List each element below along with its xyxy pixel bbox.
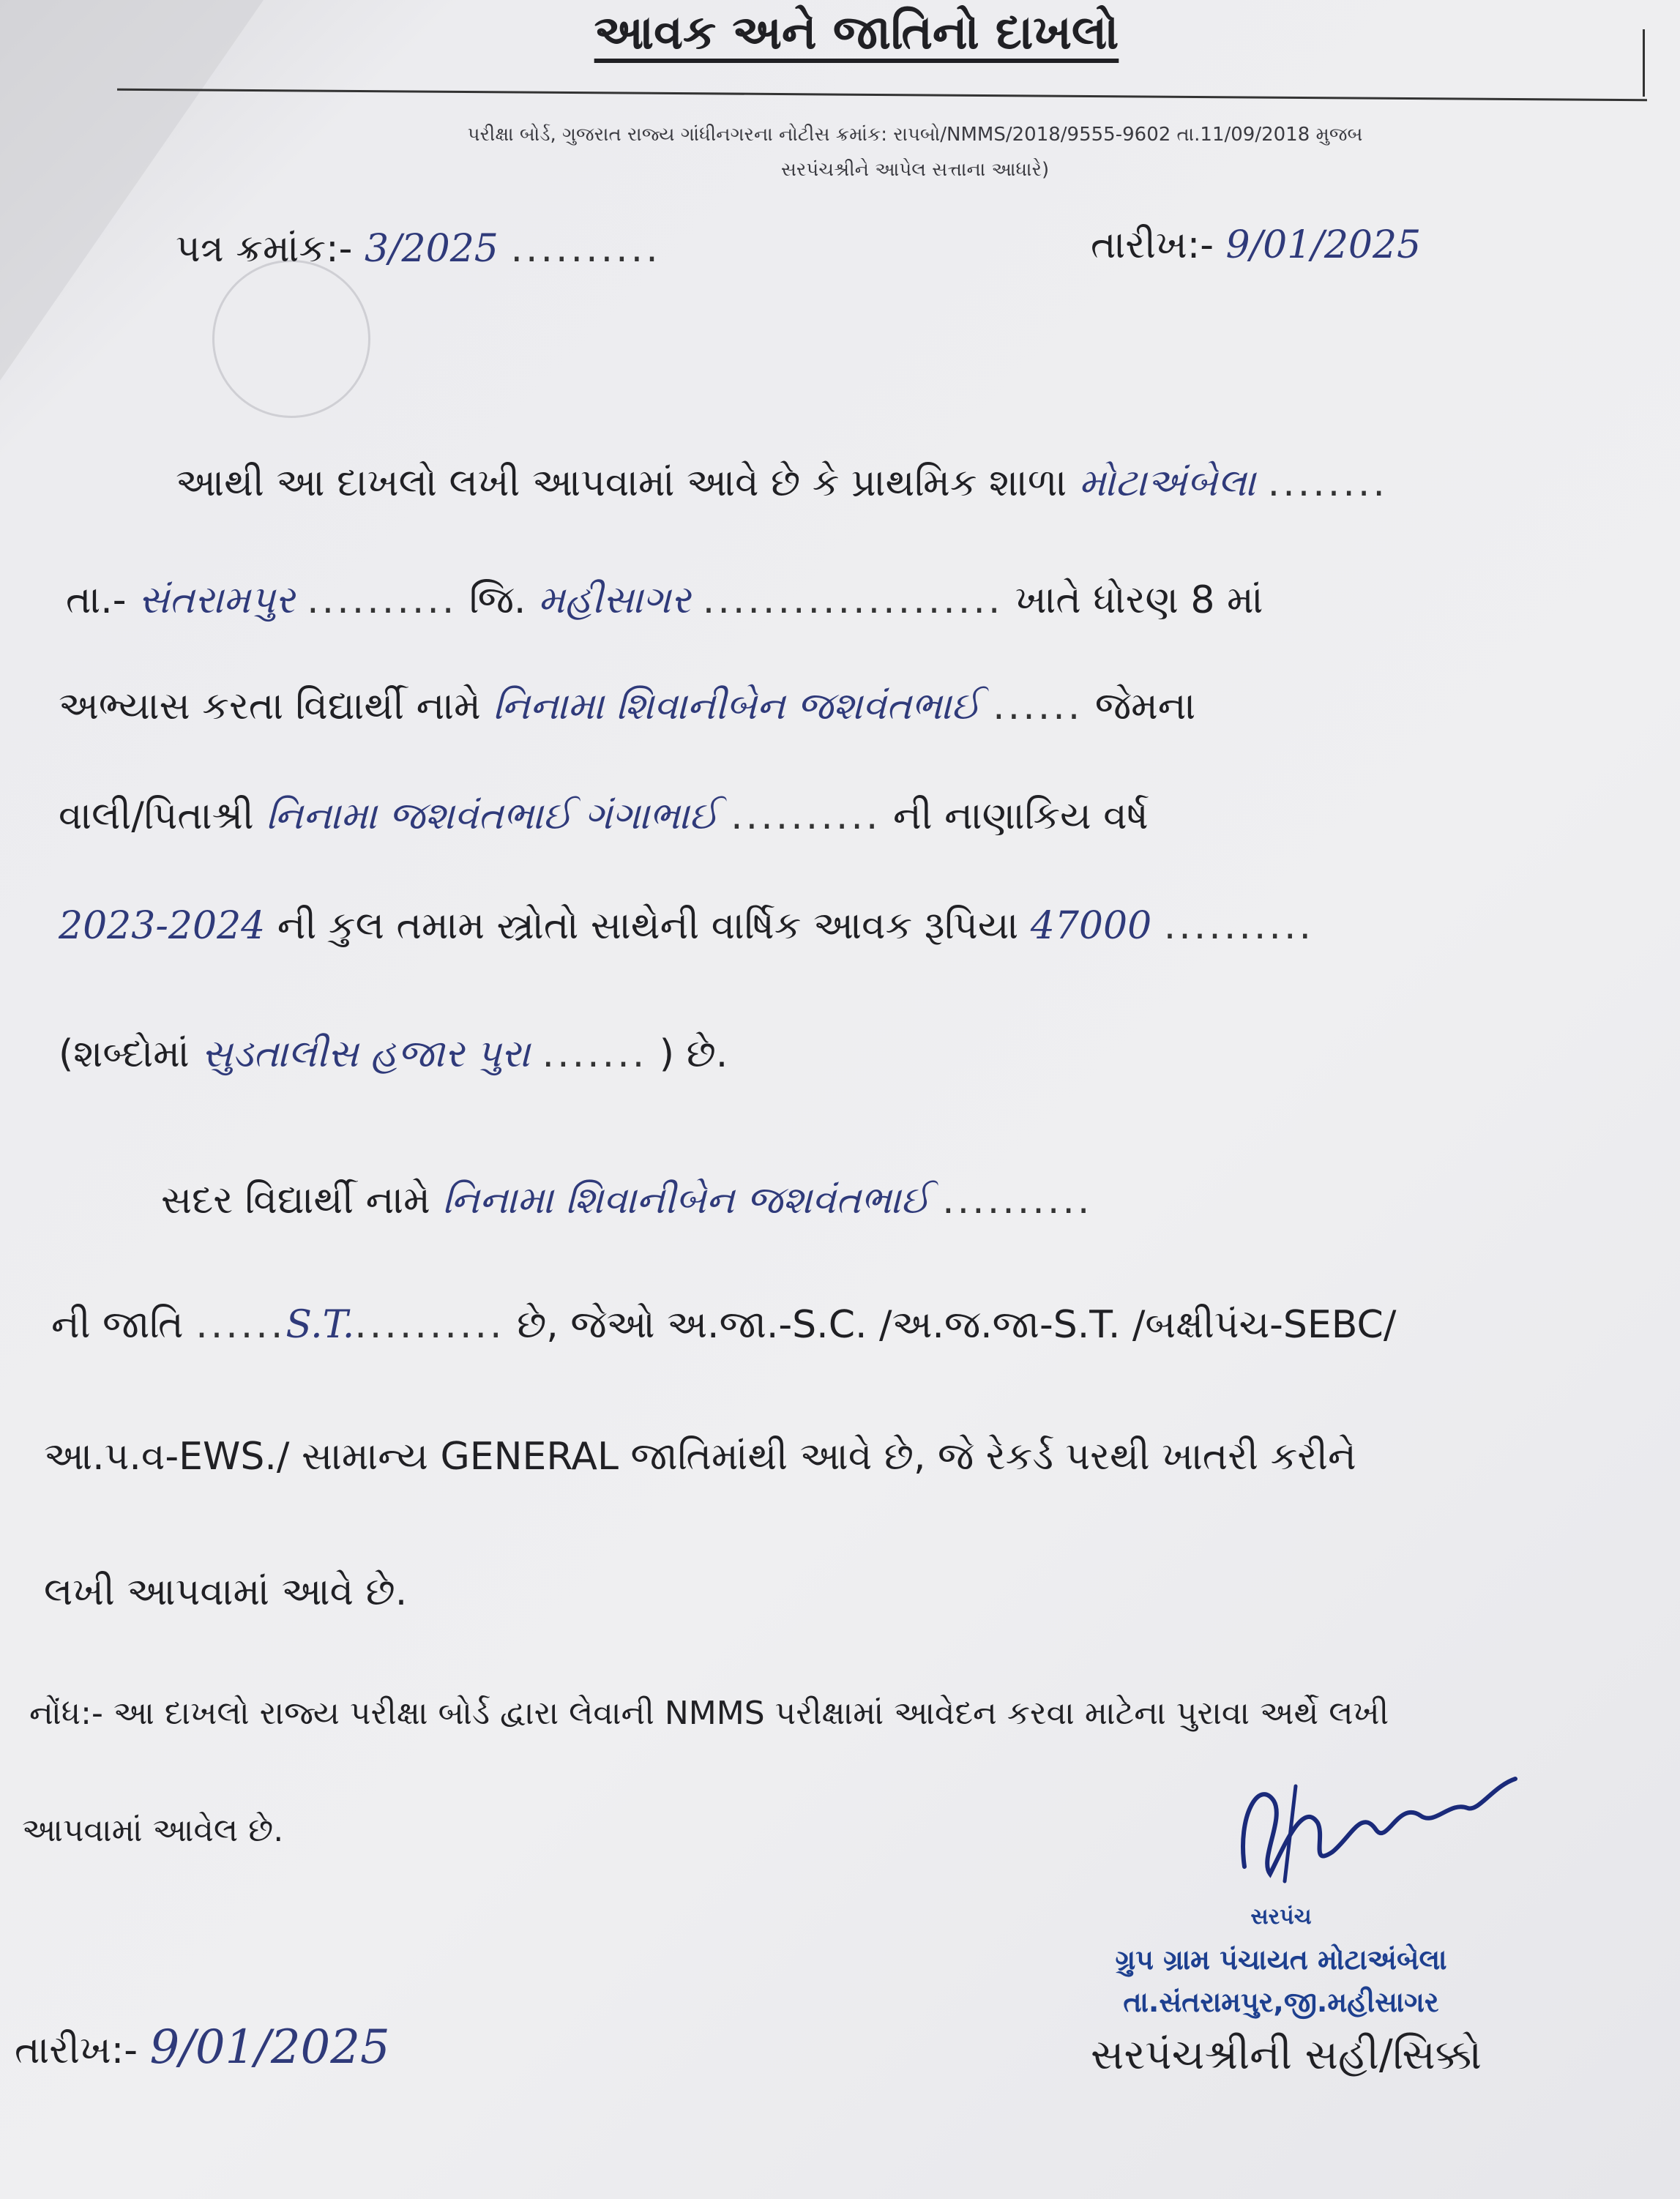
faded-round-stamp: [212, 260, 370, 418]
notice-line-1: પરીક્ષા બોર્ડ, ગુજરાત રાજ્ય ગાંધીનગરના નોટીસ ક્રમાંક: રાપબો/NMMS/2018/9555-9602 તા.11/09/2018 મુજબ: [467, 124, 1363, 146]
body-text: જેમના: [1094, 684, 1196, 728]
footer-date-label: તારીખ:-: [15, 2028, 138, 2072]
body-text: ખાતે ધોરણ 8 માં: [1015, 578, 1263, 622]
dotted-fill: ..........: [510, 227, 661, 271]
authority-notice: [234, 117, 1596, 187]
dotted-fill: ..........: [307, 578, 458, 622]
dotted-fill: ..........: [731, 794, 881, 838]
taluka-value: સંતરામપુર: [138, 578, 295, 622]
official-stamp: [1025, 1896, 1537, 2023]
body-line-7: [161, 1179, 1092, 1223]
header-date-label: તારીખ:-: [1091, 223, 1214, 267]
body-text: અભ્યાસ કરતા વિદ્યાર્થી નામે: [59, 684, 481, 728]
title-border-right: [1643, 29, 1645, 97]
body-line-8: [51, 1303, 1396, 1348]
dotted-fill: ........: [1267, 461, 1388, 505]
stamp-line-1: ગ્રુપ ગ્રામ પંચાયત મોટાઅંબેલા: [1115, 1944, 1447, 1976]
stamp-title: સરપંચ: [1250, 1904, 1312, 1930]
financial-year: 2023-2024: [59, 904, 266, 948]
stamp-line-2: તા.સંતરામપુર,જી.મહીસાગર: [1123, 1986, 1439, 2018]
taluka-label: તા.-: [66, 578, 127, 622]
dotted-fill: .......: [542, 1032, 648, 1076]
body-line-9: આ.પ.વ-EWS./ સામાન્ય GENERAL જાતિમાંથી આવે છે, જે રેકર્ડ પરથી ખાતરી કરીને: [44, 1435, 1356, 1479]
district-value: મહીસાગર: [538, 578, 691, 622]
body-line-1: [176, 461, 1388, 506]
dotted-fill: ......: [993, 684, 1083, 728]
title-divider: [117, 89, 1647, 102]
income-amount: 47000: [1030, 904, 1152, 948]
body-line-5: [59, 904, 1314, 949]
school-name: મોટાઅંબેલા: [1078, 461, 1256, 505]
note-line-1: નોંધ:- આ દાખલો રાજ્ય પરીક્ષા બોર્ડ દ્વારા લેવાની NMMS પરીક્ષામાં આવેદન કરવા માટેના પુરાવા અર્થે લખી: [29, 1695, 1389, 1732]
body-text: ની કુલ તમામ સ્ત્રોતો સાથેની વાર્ષિક આવક રૂપિયા: [277, 904, 1019, 948]
signature-stamp-label: સરપંચશ્રીની સહી/સિક્કો: [1091, 2031, 1482, 2079]
body-line-4: [59, 794, 1149, 839]
dotted-fill: ......: [195, 1303, 286, 1347]
guardian-name: નિનામા જશવંતભાઈ ગંગાભાઈ: [266, 794, 719, 838]
letter-number-value: 3/2025: [364, 227, 499, 271]
letter-number-row: [176, 227, 661, 272]
caste-value: S.T.: [285, 1303, 355, 1347]
notice-line-2: સરપંચશ્રીને આપેલ સત્તાના આધારે): [780, 159, 1050, 181]
student-name: નિનામા શિવાનીબેન જશવંતભાઈ: [493, 684, 981, 728]
body-text: આથી આ દાખલો લખી આપવામાં આવે છે કે પ્રાથમિક શાળા: [176, 461, 1067, 505]
dotted-fill: ..........: [1163, 904, 1315, 948]
footer-date-row: [15, 2020, 390, 2075]
body-text: વાલી/પિતાશ્રી: [59, 794, 254, 838]
letter-number-label: પત્ર ક્રમાંક:-: [176, 227, 353, 271]
income-in-words: સુડતાલીસ હજાર પુરા: [201, 1032, 531, 1076]
footer-date-value: 9/01/2025: [149, 2020, 390, 2075]
dotted-fill: ..........: [942, 1179, 1093, 1222]
header-date-value: 9/01/2025: [1225, 223, 1422, 267]
body-line-10: લખી આપવામાં આવે છે.: [44, 1570, 408, 1614]
note-line-2: આપવામાં આવેલ છે.: [22, 1812, 284, 1849]
words-open: (શબ્દોમાં: [59, 1032, 190, 1076]
body-text: ની જાતિ: [51, 1303, 184, 1347]
student-name-repeat: નિનામા શિવાનીબેન જશવંતભાઈ: [442, 1179, 930, 1222]
sarpanch-signature: [1215, 1757, 1523, 1903]
body-line-3: [59, 684, 1195, 729]
certificate-title: આવક અને જાતિનો દાખલો: [594, 6, 1119, 60]
body-text: ની નાણાકિય વર્ષ: [892, 794, 1149, 838]
words-close: ) છે.: [659, 1032, 728, 1076]
body-line-6: [59, 1032, 728, 1077]
dotted-fill: ....................: [702, 578, 1004, 622]
body-line-2: [66, 578, 1263, 623]
body-text: સદર વિદ્યાર્થી નામે: [161, 1179, 430, 1222]
district-label: જિ.: [468, 578, 526, 622]
dotted-fill: ..........: [354, 1303, 505, 1347]
body-text: છે, જેઓ અ.જા.-S.C. /અ.જ.જા-S.T. /બક્ષીપંચ-SEBC/: [517, 1303, 1397, 1347]
header-date-row: [1091, 223, 1421, 268]
